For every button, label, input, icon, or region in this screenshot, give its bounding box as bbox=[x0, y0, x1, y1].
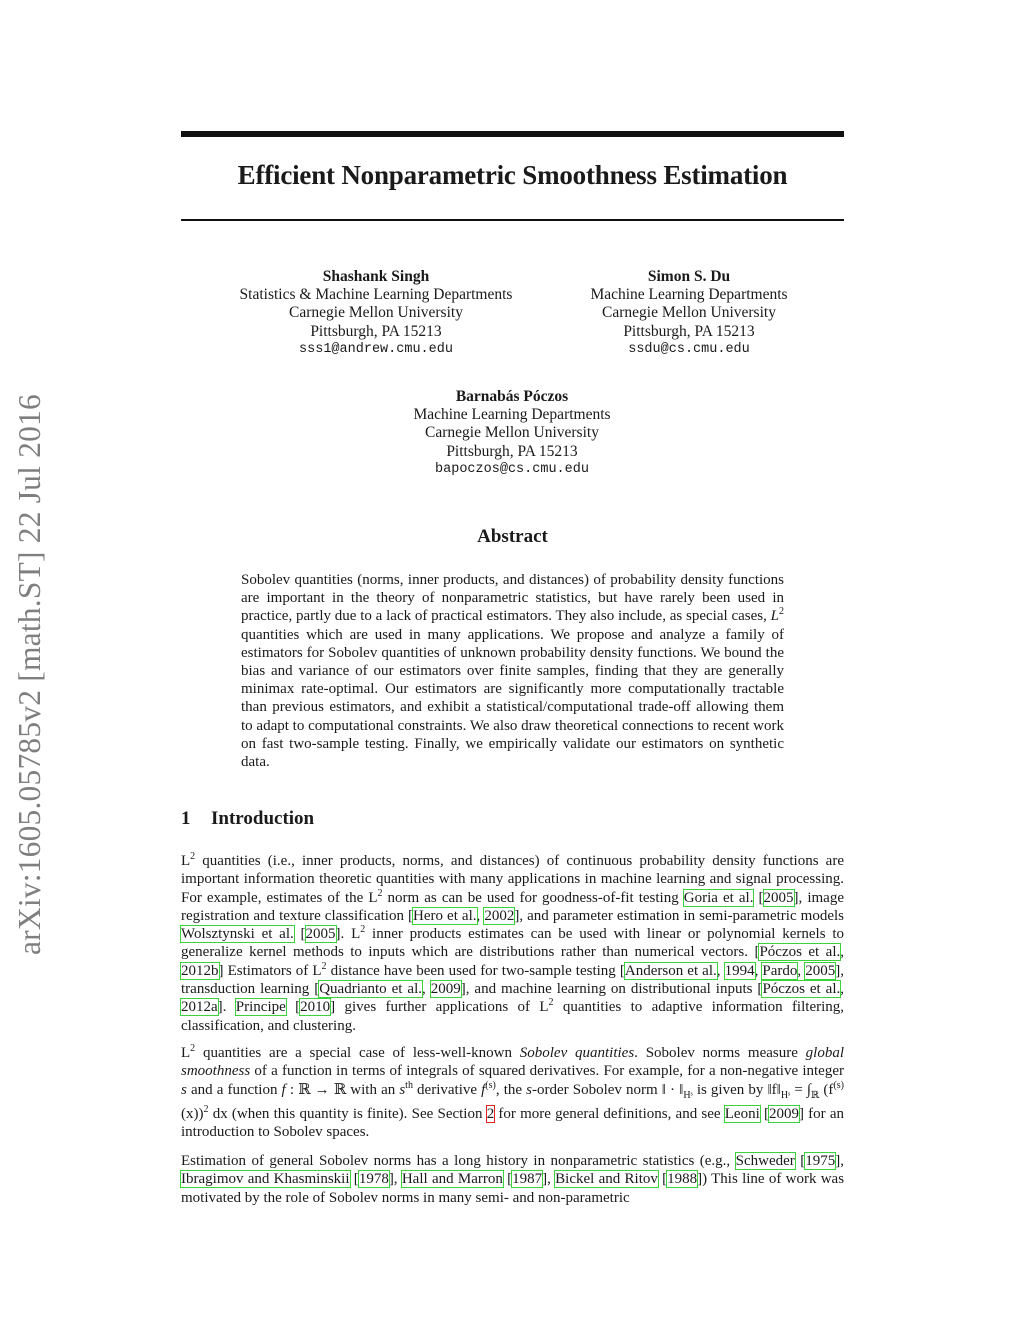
section-number: 1 bbox=[181, 808, 191, 829]
author-univ: Carnegie Mellon University bbox=[425, 424, 599, 442]
emphasis: global smoothness bbox=[181, 1045, 844, 1080]
section-ref-link[interactable]: 2 bbox=[486, 1105, 495, 1122]
text-run: = ∫ bbox=[790, 1081, 811, 1098]
author-city: Pittsburgh, PA 15213 bbox=[446, 442, 578, 460]
arxiv-identifier: arXiv:1605.05785v2 [math.ST] 22 Jul 2016 bbox=[12, 394, 47, 955]
citation-link[interactable]: 2002 bbox=[484, 907, 515, 924]
math-symbol: L bbox=[770, 608, 779, 625]
author-name: Simon S. Du bbox=[647, 268, 731, 285]
author-name: Barnabás Póczos bbox=[455, 388, 569, 405]
text-run: ]) This line of work was motivated by the role of Sobolev norms in many semi- and non-parametric bbox=[181, 1171, 845, 1206]
abstract-text-part: quantities which are used in many applications. We propose and analyze a family of estimators for Sobolev quantities of unknown probability density functions. We bound the bias and variance of our estimators over finite samples, finding that they are generally minimax rate-optimal. Our estimators are significantly more computationally tractable than previous estimators, and exhibit a statistical/computational trade-off allowing them to adapt to computational constraints. We also draw theoretical connections to recent work on fast two-sample testing. Finally, we empirically validate our estimators on synthetic data. bbox=[241, 626, 784, 771]
text-run: ], bbox=[835, 1153, 845, 1169]
emphasis: s bbox=[181, 1081, 187, 1098]
superscript: 2 bbox=[548, 997, 554, 1009]
text-run: [ bbox=[502, 1171, 513, 1188]
text-run: -order Sobolev norm ‖ · ‖ bbox=[531, 1081, 684, 1098]
text-run: [ bbox=[293, 926, 306, 943]
citation-link[interactable]: 2009 bbox=[768, 1105, 799, 1122]
citation-link[interactable]: 1988 bbox=[667, 1171, 698, 1188]
author-email[interactable]: ssdu@cs.cmu.edu bbox=[628, 341, 750, 357]
text-run: Estimation of general Sobolev norms has a long history in nonparametric statistics (e.g., bbox=[181, 1153, 736, 1169]
author-univ: Carnegie Mellon University bbox=[602, 304, 776, 322]
text-run: quantities are a special case of less-well-known bbox=[195, 1045, 520, 1061]
superscript: 2 bbox=[377, 887, 383, 899]
author-email[interactable]: bapoczos@cs.cmu.edu bbox=[435, 461, 589, 477]
emphasis: f bbox=[481, 1081, 486, 1098]
text-run: ]. bbox=[217, 999, 236, 1016]
superscript: 2 bbox=[321, 960, 327, 972]
intro-paragraph-2 bbox=[181, 1044, 844, 1141]
citation-link[interactable]: Goria et al. bbox=[683, 889, 754, 906]
text-run: ]. bbox=[335, 926, 352, 943]
superscript: 2 bbox=[190, 1043, 196, 1054]
citation-link[interactable]: Quadrianto et al. bbox=[319, 981, 422, 998]
subscript: Hˢ bbox=[780, 1089, 791, 1101]
citation-link[interactable]: Wolsztynski et al. bbox=[181, 926, 294, 943]
text-run: L bbox=[312, 962, 322, 979]
citation-link[interactable]: 2005 bbox=[805, 962, 836, 979]
author-dept: Machine Learning Departments bbox=[590, 286, 788, 304]
citation-link[interactable]: 2012a bbox=[181, 999, 218, 1016]
text-run: L bbox=[351, 926, 361, 943]
text-run: ], and machine learning on distributional inputs [ bbox=[460, 981, 763, 998]
section-heading bbox=[181, 808, 314, 830]
citation-link[interactable]: Hero et al. bbox=[413, 907, 477, 924]
subscript: ℝ bbox=[811, 1089, 820, 1101]
citation-link[interactable]: 2005 bbox=[763, 889, 794, 906]
author-dept: Statistics & Machine Learning Departments bbox=[239, 286, 513, 304]
text-run: ], bbox=[542, 1171, 556, 1188]
citation-link[interactable]: 1987 bbox=[512, 1171, 543, 1188]
text-run: norm as can be used for goodness-of-fit testing bbox=[382, 889, 684, 906]
text-run: dx (when this quantity is finite). See Section bbox=[208, 1105, 487, 1122]
citation-link[interactable]: Pardo bbox=[762, 962, 798, 979]
citation-link[interactable]: Bickel and Ritov bbox=[555, 1171, 658, 1188]
author-dept: Machine Learning Departments bbox=[413, 406, 611, 424]
text-run: is given by ‖f‖ bbox=[692, 1081, 781, 1098]
citation-link[interactable]: 1975 bbox=[805, 1153, 836, 1169]
text-run: ], image registration and texture classification [ bbox=[181, 889, 844, 924]
author-block-3 bbox=[362, 388, 662, 479]
citation-link[interactable]: Leoni bbox=[724, 1105, 760, 1122]
text-run: , bbox=[754, 962, 763, 979]
author-city: Pittsburgh, PA 15213 bbox=[310, 322, 442, 340]
text-run: derivative bbox=[412, 1081, 482, 1098]
citation-link[interactable]: Hall and Marron bbox=[401, 1171, 503, 1188]
text-run: distance have been used for two-sample testing [ bbox=[326, 962, 625, 979]
text-run: ] gives further applications of bbox=[330, 999, 540, 1016]
citation-link[interactable]: Ibragimov and Khasminskii bbox=[181, 1171, 350, 1188]
emphasis: Sobolev quantities bbox=[519, 1045, 635, 1061]
text-run: L bbox=[181, 1045, 191, 1061]
text-run: [ bbox=[349, 1171, 359, 1188]
text-run: and a function bbox=[186, 1081, 282, 1098]
text-run: : ℝ → ℝ with an bbox=[285, 1081, 400, 1098]
subscript: Hˢ bbox=[683, 1089, 693, 1101]
author-block-2 bbox=[564, 268, 814, 359]
author-city: Pittsburgh, PA 15213 bbox=[623, 322, 755, 340]
text-run: ], transduction learning [ bbox=[181, 962, 844, 998]
title-rule-top bbox=[181, 131, 844, 137]
text-run: , bbox=[476, 907, 485, 924]
math-superscript: 2 bbox=[779, 606, 784, 618]
author-name: Shashank Singh bbox=[322, 268, 430, 285]
citation-link[interactable]: 2005 bbox=[305, 926, 336, 943]
superscript: 2 bbox=[203, 1103, 209, 1115]
superscript: (s) bbox=[485, 1079, 496, 1091]
text-run: ] for an introduction to Sobolev spaces. bbox=[181, 1105, 845, 1141]
citation-link[interactable]: Póczos et al. bbox=[762, 981, 841, 998]
text-run: . Sobolev norms measure bbox=[634, 1045, 806, 1061]
text-run: , bbox=[716, 962, 725, 979]
text-run: ], bbox=[388, 1171, 402, 1188]
intro-paragraph-1 bbox=[181, 852, 844, 1035]
text-run: quantities to adaptive information filtering, classification, and clustering. bbox=[181, 999, 845, 1034]
title-rule-bottom bbox=[181, 219, 844, 221]
text-run: quantities (i.e., inner products, norms, and distances) of continuous probability density functions are important information theoretic quantities with many applications in machine learning and signal processing. For example, estimates of the bbox=[181, 853, 844, 906]
citation-link[interactable]: Principe bbox=[235, 999, 286, 1016]
intro-paragraph-3 bbox=[181, 1152, 844, 1207]
citation-link[interactable]: 1994 bbox=[724, 962, 755, 979]
text-run: L bbox=[539, 999, 549, 1016]
citation-link[interactable]: 2012b bbox=[181, 962, 219, 979]
text-run: of a function in terms of integrals of squared derivatives. For example, for a non-negative integer bbox=[250, 1063, 844, 1080]
author-univ: Carnegie Mellon University bbox=[289, 304, 463, 322]
citation-link[interactable]: Schweder bbox=[735, 1153, 795, 1169]
text-run: ], and parameter estimation in semi-parametric models bbox=[514, 907, 844, 924]
text-run: [ bbox=[657, 1171, 668, 1188]
text-run: , bbox=[422, 981, 431, 998]
text-run: (x)) bbox=[181, 1105, 204, 1122]
text-run: , bbox=[797, 962, 806, 979]
emphasis: f bbox=[281, 1081, 286, 1098]
text-run: [ bbox=[759, 1105, 769, 1122]
text-run: [ bbox=[753, 889, 764, 906]
citation-link[interactable]: 1978 bbox=[358, 1171, 389, 1188]
text-run: [ bbox=[794, 1153, 806, 1169]
text-run: L bbox=[181, 853, 191, 869]
citation-link[interactable]: Póczos et al. bbox=[759, 944, 841, 961]
text-run: ] Estimators of bbox=[218, 962, 313, 979]
emphasis: s bbox=[399, 1081, 406, 1098]
text-run: L bbox=[368, 889, 378, 906]
superscript: th bbox=[405, 1079, 413, 1091]
text-run: (f bbox=[819, 1081, 834, 1098]
text-run: for more general definitions, and see bbox=[494, 1105, 725, 1122]
author-email[interactable]: sss1@andrew.cmu.edu bbox=[299, 341, 453, 357]
paper-title: Efficient Nonparametric Smoothness Estimation bbox=[237, 160, 788, 190]
text-run: inner products estimates can be used with linear or polynomial kernels to generalize kernel methods to inputs which are distributions rather than numerical vectors. [ bbox=[181, 926, 844, 961]
superscript: 2 bbox=[360, 924, 366, 936]
citation-link[interactable]: 2010 bbox=[300, 999, 331, 1016]
emphasis: s bbox=[526, 1081, 532, 1098]
citation-link[interactable]: 2009 bbox=[430, 981, 461, 998]
text-run: , bbox=[840, 944, 844, 961]
section-title: Introduction bbox=[211, 808, 315, 829]
text-run: [ bbox=[285, 999, 301, 1016]
abstract-text-part: Sobolev quantities (norms, inner products, and distances) of probability density functions are important in the theory of nonparametric statistics, but have rarely been used in practice, partly due to a lack of practical estimators. They also include, as special cases, bbox=[241, 572, 784, 625]
abstract-text bbox=[241, 571, 784, 771]
abstract-heading: Abstract bbox=[477, 526, 548, 547]
text-run: , bbox=[840, 981, 844, 998]
citation-link[interactable]: Anderson et al. bbox=[624, 962, 717, 979]
text-run: , the bbox=[495, 1081, 527, 1098]
author-block-1 bbox=[228, 268, 524, 359]
superscript: 2 bbox=[190, 851, 196, 862]
superscript: (s) bbox=[833, 1079, 844, 1091]
